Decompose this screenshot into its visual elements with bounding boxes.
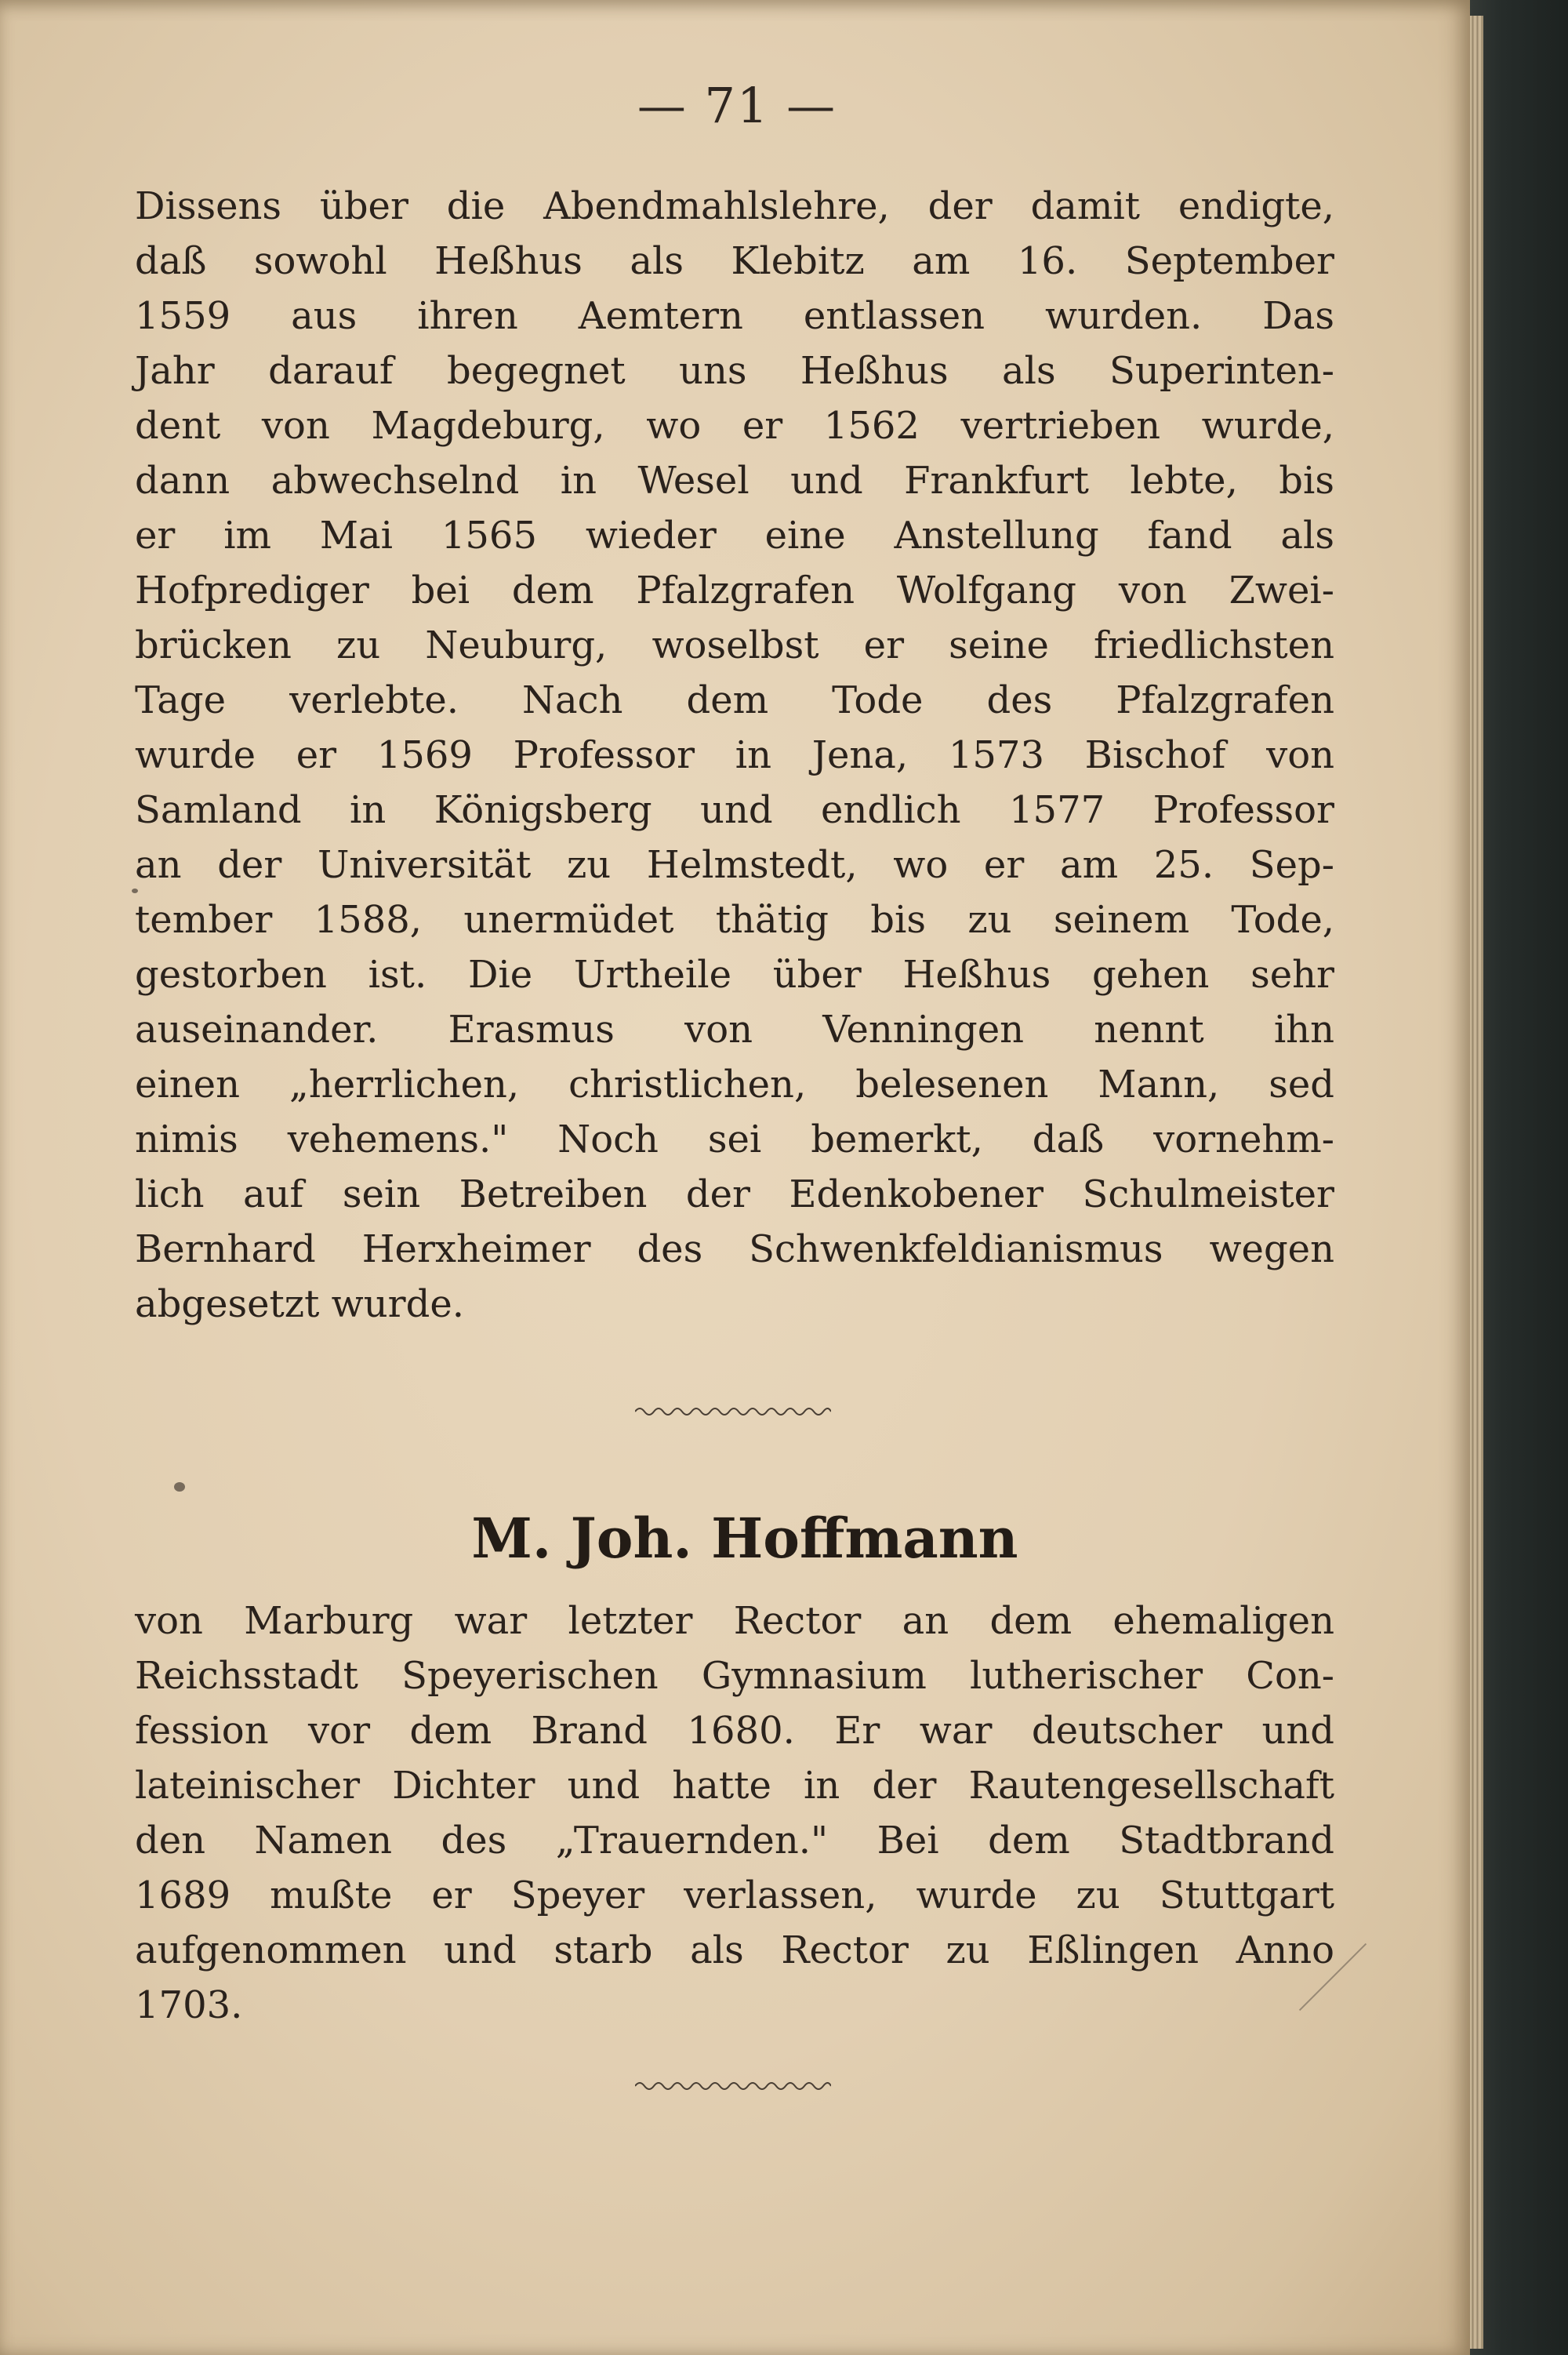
text-line: lateinischer Dichter und hatte in der Rautengesellschaft [135, 1764, 1334, 1808]
section-heading: M. Joh. Hoffmann [471, 1506, 1018, 1571]
text-line: wurde er 1569 Professor in Jena, 1573 Bischof von [135, 733, 1334, 777]
text-line: brücken zu Neuburg, woselbst er seine friedlichsten [135, 623, 1334, 667]
text-line: aufgenommen und starb als Rector zu Eßlingen Anno [135, 1928, 1334, 1972]
page-number: — 71 — [637, 77, 837, 134]
text-line: er im Mai 1565 wieder eine Anstellung fand als [135, 514, 1334, 558]
ink-spot [132, 889, 138, 893]
text-line: 1703. [135, 1983, 243, 2027]
ink-spot [174, 1482, 185, 1492]
text-line: Hofprediger bei dem Pfalzgrafen Wolfgang von Zwei- [135, 569, 1334, 612]
wavy-divider [635, 2078, 831, 2094]
text-line: Samland in Königsberg und endlich 1577 Professor [135, 788, 1334, 832]
text-line: dann abwechselnd in Wesel und Frankfurt lebte, bis [135, 459, 1334, 503]
body-text-section-2 [135, 1594, 1334, 2033]
text-line: 1689 mußte er Speyer verlassen, wurde zu Stuttgart [135, 1873, 1334, 1917]
text-line: Dissens über die Abendmahlslehre, der damit endigte, [135, 184, 1334, 228]
text-line: nimis vehemens." Noch sei bemerkt, daß vornehm- [135, 1118, 1334, 1161]
text-line: Tage verlebte. Nach dem Tode des Pfalzgrafen [135, 678, 1334, 722]
text-line: lich auf sein Betreiben der Edenkobener Schulmeister [135, 1172, 1334, 1216]
text-line: an der Universität zu Helmstedt, wo er am 25. Sep- [135, 843, 1334, 887]
text-line: auseinander. Erasmus von Venningen nennt ihn [135, 1008, 1334, 1052]
text-line: daß sowohl Heßhus als Klebitz am 16. September [135, 239, 1334, 283]
text-line: tember 1588, unermüdet thätig bis zu seinem Tode, [135, 898, 1334, 942]
wavy-divider [635, 1404, 831, 1419]
text-line: 1559 aus ihren Aemtern entlassen wurden. Das [135, 294, 1334, 338]
wavy-divider-ornament [635, 2078, 831, 2094]
body-text-section-1 [135, 179, 1334, 1332]
text-line: einen „herrlichen, christlichen, belesenen Mann, sed [135, 1063, 1334, 1107]
text-line: Jahr darauf begegnet uns Heßhus als Superinten- [135, 349, 1334, 393]
text-line: von Marburg war letzter Rector an dem ehemaligen [135, 1599, 1334, 1643]
text-line: Bernhard Herxheimer des Schwenkfeldianismus wegen [135, 1227, 1334, 1271]
text-line: den Namen des „Trauernden." Bei dem Stadtbrand [135, 1819, 1334, 1863]
wavy-divider-ornament [635, 1404, 831, 1419]
text-line: dent von Magdeburg, wo er 1562 vertrieben wurde, [135, 404, 1334, 448]
text-line: fession vor dem Brand 1680. Er war deutscher und [135, 1709, 1334, 1753]
text-line: gestorben ist. Die Urtheile über Heßhus gehen sehr [135, 953, 1334, 997]
text-line: abgesetzt wurde. [135, 1282, 464, 1326]
text-line: Reichsstadt Speyerischen Gymnasium lutherischer Con- [135, 1654, 1334, 1698]
